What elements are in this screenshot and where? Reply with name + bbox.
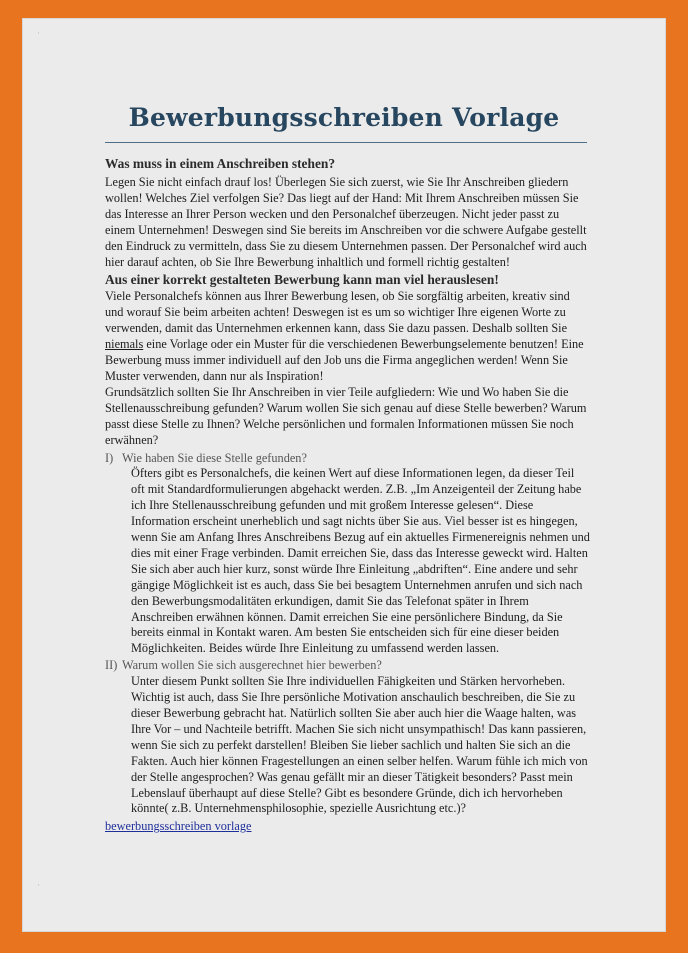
- answer-1: Öfters gibt es Personalchefs, die keinen Wert auf diese Informationen legen, da dieser Teil oft mit Standardformulierungen abgehackt werden. Z.B. „Im Anzeigenteil der Zeitung habe ich Ihre Stellenausschreibung gefunden und mit großem Interesse gelesen“. Diese Information erscheint unerheblich und sagt nichts über Sie aus. Viel besser ist es hingegen, wenn Sie am Anfang Ihres Anschreibens Bezug auf ein aktuelles Firmenereignis nehmen und dies mit einer Frage verbinden. Damit erreichen Sie, dass das Interesse geweckt wird. Halten Sie sich aber auch hier kurz, sonst würde Ihre Einleitung „abdriften“. Eine andere und sehr gängige Möglichkeit ist es auch, dass Sie bei besagtem Unternehmen anrufen und sich nach den Bewerbungsmodalitäten erkundigen, damit Sie das Telefonat später in Ihrem Anschreiben erwähnen können. Damit erreichen Sie eine persönlichere Bindung, da Sie bereits einmal in Kontakt waren. Am besten Sie entscheiden sich für eine dieser beiden Möglichkeiten. Beides würde Ihre Einleitung zu umfassend werden lassen.: [131, 466, 590, 656]
- section2-text-before: Viele Personalchefs können aus Ihrer Bewerbung lesen, ob Sie sorgfältig arbeiten, kreativ sind und worauf Sie beim arbeiten achten! Deswegen ist es um so wichtiger Ihre eigenen Worte zu verwenden, damit das Unternehmen erkennen kann, dass Sie dazu passen. Deshalb sollten Sie: [105, 289, 570, 336]
- document-page: [22, 18, 666, 932]
- question-1-text: Wie haben Sie diese Stelle gefunden?: [122, 450, 307, 465]
- page-title: Bewerbungsschreiben Vorlage: [128, 103, 560, 132]
- page-corner-mark: ·: [37, 29, 40, 39]
- section1-heading: Was muss in einem Anschreiben stehen?: [105, 156, 336, 171]
- question-1: [105, 451, 591, 467]
- question-2-text: Warum wollen Sie sich ausgerechnet hier bewerben?: [122, 658, 382, 673]
- page-footer-mark: ·: [37, 881, 40, 891]
- section2-heading: Aus einer korrekt gestalteten Bewerbung kann man viel herauslesen!: [105, 272, 499, 288]
- question-2: [105, 658, 591, 674]
- question-1-number: I): [105, 450, 114, 465]
- answer-2: Unter diesem Punkt sollten Sie Ihre individuellen Fähigkeiten und Stärken hervorheben. Wichtig ist auch, dass Sie Ihre persönliche Motivation anschaulich beschreiben, die Sie zu dieser Bewerbung gebracht hat. Natürlich sollten Sie aber auch hier die Waage halten, was Ihre Vor – und Nachteile betrifft. Machen Sie sich nicht unsympathisch! Das kann passieren, wenn Sie sich zu perfekt darstellen! Bleiben Sie lieber sachlich und halten Sie sich an die Fakten. Auch hier können Fragestellungen an einen selber helfen. Warum fühle ich mich von der Stelle angesprochen? Was genau gefällt mir an dieser Tätigkeit besonders? Passt mein Lebenslauf überhaupt auf diese Stelle? Gibt es besondere Gründe, dich ich hervorheben könnte( z.B. Unternehmensphilosophie, spezielle Ausrichtung etc.)?: [131, 674, 588, 816]
- section2-intro: Grundsätzlich sollten Sie Ihr Anschreiben in vier Teile aufgliedern: Wie und Wo haben Sie die Stellenausschreibung gefunden? Warum wollen Sie sich genau auf diese Stelle bewerben? Warum passt diese Stelle zu Ihnen? Welche persönlichen und formalen Informationen müssen Sie noch erwähnen?: [105, 384, 587, 447]
- section2-paragraph: [105, 289, 591, 384]
- section1-text: Legen Sie nicht einfach drauf los! Überlegen Sie sich zuerst, wie Sie Ihr Anschreiben gliedern wollen! Welches Ziel verfolgen Sie? Das liegt auf der Hand: Mit Ihrem Anschreiben müssen Sie das Interesse an Ihrer Person wecken und den Personalchef überzeugen. Nicht jeder passt zu einem Unternehmen! Deswegen sind Sie bereits im Anschreiben vor die schwere Aufgabe gestellt den Eindruck zu vermitteln, dass Sie zu diesem Unternehmen passen. Der Personalchef wird auch hier darauf achten, ob Sie Ihre Bewerbung inhaltlich und formell richtig gestalten!: [105, 175, 587, 269]
- title-underline: [105, 142, 587, 143]
- vorlage-link[interactable]: bewerbungsschreiben vorlage: [105, 819, 252, 834]
- document-body: [105, 155, 591, 835]
- section2-emphasis: niemals: [105, 337, 144, 352]
- question-2-number: II): [105, 658, 118, 673]
- section2-text-after: eine Vorlage oder ein Muster für die verschiedenen Bewerbungselemente benutzen! Eine Bewerbung muss immer individuell auf den Job uns die Firma angeglichen werden! Wenn Sie Muster verwenden, dann nur als Inspiration!: [105, 337, 584, 383]
